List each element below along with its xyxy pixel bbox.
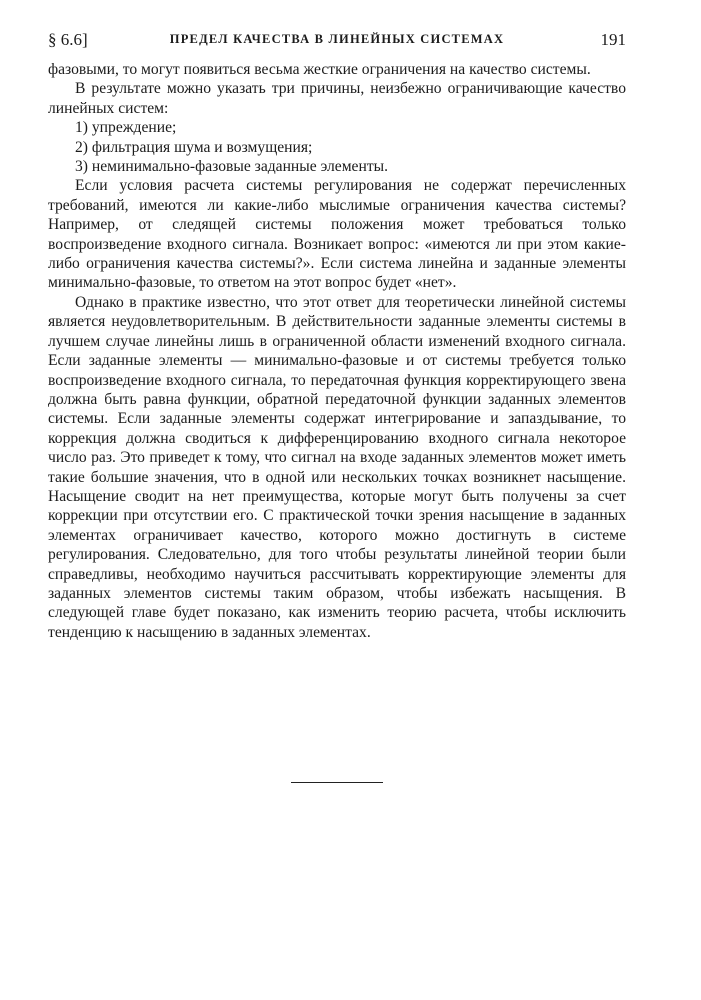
page-number: 191 — [600, 30, 626, 49]
paragraph-continued: фазовыми, то могут появиться весьма жесткие ограничения на качество системы. — [48, 61, 591, 78]
list-item-noise-filtering: 2) фильтрация шума и возмущения; — [75, 138, 313, 156]
book-page — [48, 30, 626, 642]
running-head — [48, 30, 626, 56]
paragraph-saturation: Однако в практике известно, что этот ответ для теоретически линейной системы является неудовлетворительным. В действительности заданные элементы системы в лучшем случае линейны лишь в ограниченной области изменений входного сигнала. Если заданные элементы — минимально-фазовые и от системы требуется только воспроизведение входного сигнала, то передаточная функция корректирующего звена должна быть равна функции, обратной передаточной функции заданных элементов системы. Если заданные элементы содержат интегрирование и запаздывание, то коррекция должна сводиться к дифференцированию входного сигнала некоторое число раз. Это приведет к тому, что сигнал на входе заданных элементов может иметь такие большие значения, что в одной или нескольких точках возникнет насыщение. Насыщение сводит на нет преимущества, которые могут быть получены за счет коррекции при отсутствии его. С практической точки зрения насыщение в заданных элементах ограничивает качество, которого можно достигнуть в системе регулирования. Следовательно, для того чтобы результаты линейной теории были справедливы, необходимо научиться рассчитывать корректирующие элементы для заданных элементов системы таким образом, чтобы избежать насыщения. В следующей главе будет показано, как изменить теорию расчета, чтобы исключить тенденцию к насыщению в заданных элементах. — [48, 293, 626, 641]
chapter-end-rule — [291, 782, 383, 783]
list-item-nonminimum-phase: 3) неминимально-фазовые заданные элементы. — [75, 158, 389, 176]
paragraph-design-conditions: Если условия расчета системы регулирования не содержат перечисленных требований, имеются ли какие-либо мыслимые ограничения качества системы? Например, от следящей системы положения может требоваться только воспроизведение входного сигнала. Возникает вопрос: «имеются ли при этом какие-либо ограничения качества системы?». Если система линейна и заданные элементы минимально-фазовые, то ответом на этот вопрос будет «нет». — [48, 177, 626, 292]
body-text — [48, 60, 626, 642]
list-item-anticipation: 1) упреждение; — [75, 119, 177, 137]
paragraph-three-causes: В результате можно указать три причины, неизбежно ограничивающие качество линейных систем: — [48, 80, 626, 117]
running-head-title: ПРЕДЕЛ КАЧЕСТВА В ЛИНЕЙНЫХ СИСТЕМАХ — [169, 32, 505, 46]
section-reference: § 6.6] — [48, 30, 88, 49]
